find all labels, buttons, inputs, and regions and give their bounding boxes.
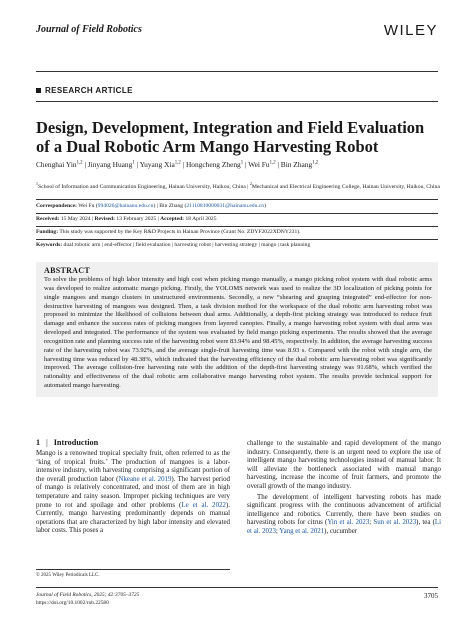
citation-link[interactable]: Nkeane et al. 2019 xyxy=(118,475,172,483)
abstract-text: To solve the problems of high labor intensity and high cost when picking mango manually, a mango picking robot system with dual robotic arms was developed to realize automatic mango picking. Firstly, the YOLOMS network was used to realize the 3D localization of picking points for single mangoes and mango clusters in unstructured environments. Secondly, a new “shearing and grasping integrated” end-effector for non-destructive harvesting of mangoes was designed. Then, a task division method for the workspace of the dual robotic arm harvesting robot was proposed to minimize the likelihood of collisions between dual arms. Additionally, a depth-first picking strategy was introduced to reduce fruit damage and enhance the success rates of picking mangoes from layered canopies. Finally, a mango harvesting robot system with dual arms was developed and integrated. The performance of the system was evaluated by field mango picking experiments. The results showed that the average recognition rate and planning success rate of the harvesting robot were 83.94% and 98.45%, respectively. In addition, the average harvesting success rate of the harvesting robot was 73.92%, and the average single-fruit harvesting time was 8.93 s. Compared with the robot with single arm, the harvesting time was reduced by 48.38%, which indicated that the harvesting efficiency of the dual robotic arm harvesting robot was significantly improved. The average collision-free harvesting rate with the addition of the depth-first harvesting strategy was 91.68%, which verified the rationality and effectiveness of the dual robotic arm collaborative mango harvesting robot system. The results provide technical support for automated mango harvesting. xyxy=(44,276,432,390)
citation-link[interactable]: Le et al. 2022 xyxy=(181,501,226,509)
correspondence-label: Correspondence: xyxy=(36,203,77,209)
author-affil-sup: 1,2 xyxy=(269,160,276,166)
revised-label: Revised: xyxy=(94,216,115,222)
meta-rule xyxy=(36,226,438,227)
author-name[interactable]: Yuyang Xia xyxy=(139,160,175,169)
author-name[interactable]: Hongcheng Zheng xyxy=(185,160,241,169)
keywords-line xyxy=(36,242,310,248)
article-type xyxy=(36,86,133,95)
author-affil-sup: 1,2 xyxy=(76,160,83,166)
citation-link[interactable]: Sun et al. 2023 xyxy=(373,519,417,527)
meta-rule xyxy=(36,239,438,240)
footer-journal-citation: Journal of Field Robotics, 2025; 42:3705–3725 xyxy=(36,592,140,598)
page-number: 3705 xyxy=(424,592,438,600)
email-link[interactable]: 994026@hainanu.edu.cn xyxy=(97,203,154,209)
author-affil-sup: 1,2 xyxy=(174,160,181,166)
author-affil-sup: 1 xyxy=(132,160,135,166)
correspondence-text: ) xyxy=(264,203,266,209)
text-run: ). Currently, mango harvesting predominantly depends on manual operations that are characterized by high labor intensity and elevated labor costs. This poses a xyxy=(36,501,230,535)
keywords-text: dual robotic arm | end-effector | field evaluation | harvesting robot | harvesting strategy | mango | task planning xyxy=(63,242,311,248)
separator: | xyxy=(91,216,94,222)
keywords-label: Keywords: xyxy=(36,242,63,248)
affil-sup: 1 xyxy=(36,181,38,186)
footnote-rule xyxy=(36,569,230,570)
text-run: ), cucumber xyxy=(324,527,358,535)
text-run: ; xyxy=(275,527,280,535)
section-bar: | xyxy=(46,438,48,447)
text-run: ). The harvest period of mango is relatively concentrated, and most of them are in high temperature and rainy season. Improper picking techniques are very prone to rot and spoilage and other problems ( xyxy=(36,475,230,509)
text-run: ; xyxy=(369,519,374,527)
author-list: Chenghai Yin$^{1,2}$ | Jinyang Huang$^1$ | Yuyang Xia$^{1,2}$ | Hongcheng Zheng$^1$ | Wei Fu$^{1,2}$ | Bin Zhang$^{1,2}$ xyxy=(36,160,319,169)
separator: | xyxy=(156,203,158,209)
affil-rule xyxy=(36,199,438,200)
citation-link[interactable]: Yin et al. 2023 xyxy=(327,519,370,527)
paragraph xyxy=(36,450,230,536)
text-run: The development of intelligent harvesting robots has made significant progress with the continuous advancement of artificial intelligence and robotics. Currently, there have been studies on harvesting robots for citrus ( xyxy=(247,493,441,527)
section-heading xyxy=(36,438,98,447)
section-title: Introduction xyxy=(53,438,99,447)
author-affil-sup: 1,2 xyxy=(312,160,319,166)
author-affil-sup: 1 xyxy=(240,160,244,166)
citation-link[interactable]: Yang et al. 2021 xyxy=(279,527,325,535)
correspondence-text: ) xyxy=(153,203,156,209)
author-name[interactable]: Bin Zhang xyxy=(280,160,313,169)
text-run: Mango is a renowned tropical specialty fruit, often referred to as the ‘king of tropical fruits.’ The production of mangoes is a labor-intensive industry, with harvesting comprising a significant portion of the overall production labor ( xyxy=(36,450,230,483)
publisher-logo: WILEY xyxy=(383,22,438,39)
author-name[interactable]: Jinyang Huang xyxy=(87,160,133,169)
accepted-date: 18 April 2025 xyxy=(185,216,217,222)
author-name[interactable]: Wei Fu xyxy=(248,160,270,169)
square-bullet-icon xyxy=(36,88,41,93)
intro-left-column xyxy=(36,450,230,536)
footer-rule xyxy=(36,587,438,588)
received-label: Received: xyxy=(36,216,60,222)
correspondence xyxy=(36,203,266,209)
copyright-notice: © 2025 Wiley Periodicals LLC. xyxy=(36,573,100,578)
meta-rule xyxy=(36,213,438,214)
funding-label: Funding: xyxy=(36,229,59,235)
revised-date: 13 February 2025 xyxy=(116,216,157,222)
accepted-label: Accepted: xyxy=(160,216,185,222)
funding-text: This study was supported by the Key R&D Projects in Hainan Province (Grant No. ZDYF2022XDNY231). xyxy=(59,229,301,235)
affiliations: $^1$School of Information and Communication Engineering, Hainan University, Haikou, China | $^2$Mechanical and Electrical Engineering College, Hainan University, Haikou, China xyxy=(36,181,440,190)
abstract-heading: ABSTRACT xyxy=(44,266,90,275)
correspondence-text: Bin Zhang ( xyxy=(159,203,187,209)
article-type-label: RESEARCH ARTICLE xyxy=(45,86,133,95)
intro-right-column xyxy=(247,440,441,537)
paragraph xyxy=(247,494,441,537)
header-rule xyxy=(36,71,438,72)
affiliation-item: Mechanical and Electrical Engineering College, Hainan University, Haikou, China xyxy=(251,183,440,190)
author-name[interactable]: Chenghai Yin xyxy=(36,160,77,169)
article-title: Design, Development, Integration and Field Evaluation of a Dual Robotic Arm Mango Harvesting Robot xyxy=(36,118,425,156)
affiliation-item: School of Information and Communication Engineering, Hainan University, Haikou, China xyxy=(38,183,246,190)
received-date: 15 May 2024 xyxy=(60,216,91,222)
doi-link[interactable]: https://doi.org/10.1002/rob.22580 xyxy=(36,600,109,606)
dates-line xyxy=(36,216,217,222)
citation-link[interactable]: Li et al. 2023 xyxy=(247,519,442,535)
journal-title: Journal of Field Robotics xyxy=(36,24,142,35)
affil-sup: 2 xyxy=(249,181,252,186)
paragraph: challenge to the sustainable and rapid development of the mango industry. Consequently, there is an urgent need to explore the use of intelligent mango harvesting technologies instead of manual labor. It will alleviate the bottleneck associated with manual mango harvesting, increase the income of fruit farmers, and promote the overall growth of the mango industry. xyxy=(247,440,441,490)
article-type-rule xyxy=(36,101,438,102)
section-number: 1 xyxy=(36,438,41,447)
funding-line xyxy=(36,229,301,235)
text-run: ), tea ( xyxy=(416,519,435,527)
correspondence-text: Wei Fu ( xyxy=(78,203,98,209)
separator: | xyxy=(157,216,159,222)
email-link[interactable]: 21110810000031@hainanu.edu.cn xyxy=(186,203,265,209)
